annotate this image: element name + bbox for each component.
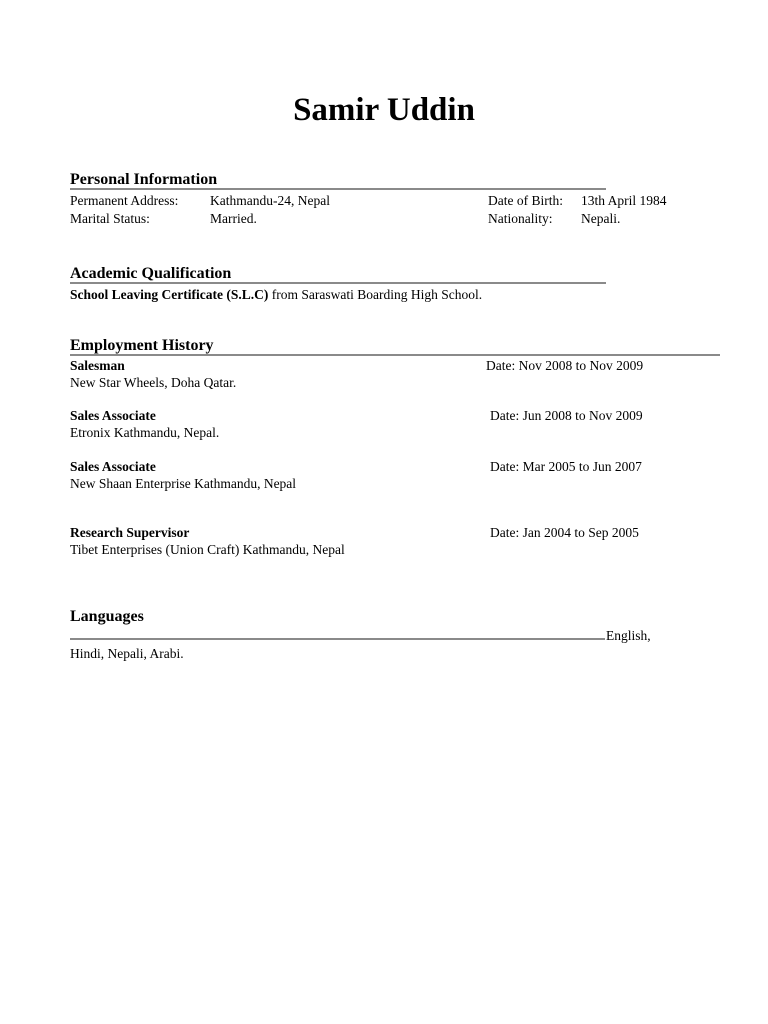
marital-value: Married. (210, 211, 257, 226)
job-date: Date: Jan 2004 to Sep 2005 (490, 525, 639, 540)
job-company: New Star Wheels, Doha Qatar. (70, 375, 237, 390)
job-company: Tibet Enterprises (Union Craft) Kathmandu, Nepal (70, 542, 345, 557)
section-title-languages: Languages (70, 608, 144, 625)
marital-label: Marital Status: (70, 211, 150, 226)
language-first: English, (606, 628, 651, 643)
job-date: Date: Jun 2008 to Nov 2009 (490, 408, 643, 423)
job-role: Sales Associate (70, 408, 156, 423)
address-label: Permanent Address: (70, 193, 179, 208)
academic-degree: School Leaving Certificate (S.L.C) (70, 287, 269, 302)
job-role: Salesman (70, 358, 125, 373)
nationality-label: Nationality: (488, 211, 553, 226)
nationality-value: Nepali. (581, 211, 621, 226)
academic-institution: from Saraswati Boarding High School. (268, 287, 483, 302)
section-title-academic: Academic Qualification (70, 265, 232, 282)
languages-rest: Hindi, Nepali, Arabi. (70, 646, 184, 661)
section-rule-personal (70, 188, 606, 190)
address-value: Kathmandu-24, Nepal (210, 193, 330, 208)
job-company: Etronix Kathmandu, Nepal. (70, 425, 220, 440)
job-date: Date: Nov 2008 to Nov 2009 (486, 358, 644, 373)
academic-entry (70, 287, 482, 303)
dob-label: Date of Birth: (488, 193, 563, 208)
section-rule-employment (70, 354, 720, 356)
resume-name: Samir Uddin (293, 92, 475, 128)
section-title-personal: Personal Information (70, 171, 218, 188)
section-rule-academic (70, 282, 606, 284)
dob-value: 13th April 1984 (581, 193, 667, 208)
job-role: Research Supervisor (70, 525, 190, 540)
job-company: New Shaan Enterprise Kathmandu, Nepal (70, 476, 297, 491)
job-role: Sales Associate (70, 459, 156, 474)
section-title-employment: Employment History (70, 337, 214, 354)
section-rule-languages (70, 638, 605, 640)
job-date: Date: Mar 2005 to Jun 2007 (490, 459, 642, 474)
